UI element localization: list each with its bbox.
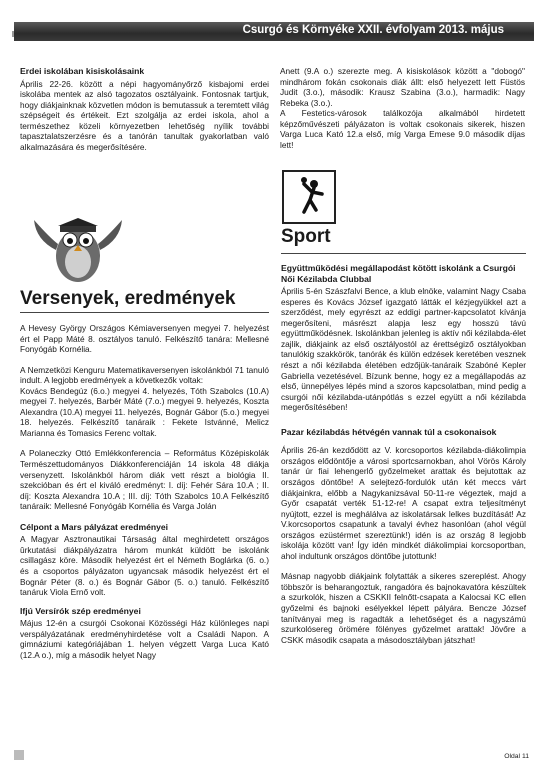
sport-section — [281, 226, 331, 248]
article-text: Anett (9.A o.) szerezte meg. A kisiskolások között a "dobogó" mindhárom fokán csokonais diák állt: első helyezett lett Füstös Judit (3.o.), második: Krausz Szabina (3.o.), harmadik: Nagy Rebeka (3.o.). — [280, 66, 525, 108]
handball-player-icon — [282, 170, 336, 224]
article-title: Együttműködési megállapodást kötött iskolánk a Csurgói Női Kézilabda Clubbal — [281, 263, 516, 284]
header-bar — [14, 22, 534, 41]
article-text: Május 12-én a csurgói Csokonai Közösségi Ház különleges napi verspályázatának eredményhirdetése volt a Családi Napon. A gimnáziumi kategóriájában 1. helyen végzett Varga Luca Kató (12.A o.), míg a második helyet Nagy — [20, 618, 269, 660]
sport-heading: Sport — [281, 226, 331, 247]
article-title: Erdei iskolában kisiskolásaink — [20, 66, 145, 76]
article-title: Ifjú Versírók szép eredményei — [20, 605, 141, 616]
section-heading: Versenyek, eredmények — [20, 288, 236, 309]
article-text: Április 5-én Szászfalvi Bence, a klub elnöke, valamint Nagy Csaba esperes és Kovács József igazgató látták el kézjegyükkel azt a szerződést, mely egyrészt az eddigi partner-kapcsolatot kívánja megerősíteni, másrészt alapja lesz egy hosszú távú együttműködésnek. Iskolánkban jelenleg is aktív női kézilabda-élet zajlik, diákjaink az első osztályostól az érettségiző osztályokban tanulókig szakkörök, tanórák és külön edzések keretében vesznek részt a női kézilabda életében edzőjük-tanáraik Szabóné Kepler Gabriella vezetésével. Bízunk benne, hogy ez a megállapodás az első, ünnepélyes lépés mind a szoros kapcsolatban, mind pedig a csurgói női kézilabda-utánpótlás s ezzel együtt a női kézilabda megerősítésében! — [281, 286, 526, 413]
article-title: Pazar kézilabdás hétvégén vannak túl a csokonaisok — [281, 426, 497, 437]
owl-mascot-icon — [28, 210, 128, 290]
article-text: Másnap nagyobb diákjaink folytatták a sikeres szereplést. Ahogy többször is beharangoztuk, rangadóra és bajnokavatóra készültek a szurkolók, hiszen a CSKKII felnőtt-csapata a Kalocsai KC ellen győzelmi és bajnoki esélyekkel lépett pályára. Bencze József tanítványai meg is ragadták a lehetőséget és a nagyszámú szurkolósereg örömére fölényes győzelmet arattak! Jövőre a CSKK második csapata a másodosztályban játszhat! — [281, 571, 526, 645]
article-text: A Magyar Asztronautikai Társaság által meghirdetett országos ûrkutatási diákpályázatra három munkát küldött be iskolánk csillagász köre. Második helyezést ért el Németh Boglárka (6. o.) és a csoportos pályázaton ugyancsak második helyezést ért el Bognár Péter (8. o.) és Bognár Gábor (5. o.) tanuló. Felkészítő tanáruk Viola Ernő volt. — [20, 534, 269, 598]
footer-marker — [14, 750, 24, 760]
section-divider — [20, 312, 269, 313]
sport-articles — [281, 263, 526, 645]
article-text: A Nemzetközi Kenguru Matematikaversenyen iskolánkból 71 tanuló indult. A legjobb eredmények a következők voltak: — [20, 364, 269, 386]
article-text: Április 26-án kezdődött az V. korcsoportos kézilabda-diákolimpia országos elődöntője a városi sportcsarnokban, ahol Vörös Károly tanár úr fiai lehengerlő győzelmeket arattak és bejutottak az országos döntőbe! A selejtező-fordulók után két meccs várt diákjainkra, előbb a Nagykanizsával 50-11-re végeztek, majd a Győr csapatát verték 51-12-re! A csapat extra teljesítményt nyújtott, ezzel is meghálálva az iskolatársak lelkes buzdítását! Az V.korcsoportos csapatunk a tavalyi évhez hasonlóan (ahol végül országos ezüstérmet szereztünk!) idén is az ország 8 legjobb iskolája között van! Így idén mindkét diákolimpiai korcsoportban, ahol indultunk országos döntőbe jutottunk! — [281, 445, 526, 561]
article-text: A Festetics-városok találkozója alkalmából hirdetett képzőművészeti pályázaton is voltak csokonais sikerek, hiszen Varga Luca Kató 12.a első, míg Varga Emese 9.0 második díjas lett! — [280, 108, 525, 150]
article-text: Kovács Bendegúz (6.o.) megyei 4. helyezés, Tóth Szabolcs (10.A) megyei 7. helyezés, Barbér Máté (7.o.) megyei 9. helyezés, Koszta Alexandra (10.A) megyei 11. helyezés, Bognár Gábor (5.o.) megyei 18. helyezés. Felkészítő tanáraik : Fekete Istvánné, Melicz Marianna és Tomasics Ferenc voltak. — [20, 385, 269, 438]
sport-divider — [281, 253, 526, 254]
article-text: A Polaneczky Ottó Emlékkonferencia – Református Középiskolák Természettudományos Diákkonferenciáján 14 iskola 48 diákja versenyzett. Iskolánkból három diák vett részt a biológia II. szekcióban és ért el kiváló eredményt: I. díj: Fehér Sára 10.A ; II. díj: Koszta Alexandra 10.A ; III. díj: Tóth Szabolcs 10.A Felkészítő tanáraik: Mellesné Fonyógáb Kornélia és Varga Jolán — [20, 448, 269, 512]
right-column — [280, 66, 525, 150]
results-section — [20, 288, 269, 660]
header-title: Csurgó és Környéke XXII. évfolyam 2013. május — [242, 24, 504, 36]
left-column — [20, 66, 269, 152]
article-title: Célpont a Mars pályázat eredményei — [20, 521, 169, 532]
article-text: Április 22-26. között a népi hagyományőrző kisbajomi erdei iskolába mentek az alsó tagozatos osztályaink. Fontosnak tartjuk, hogy diákjainknak közvetlen módon is bemutassuk a teremtett világ szépségeit és értékeit. Ezt szolgálja az erdei iskola, ahol a természethez közeli környezetben lehetőség nyílik további tapasztalatszerzésre és a tanórán tanultak gyakorlatban való alkalmazására és megerősítésére. — [20, 78, 269, 152]
article-text: A Hevesy György Országos Kémiaversenyen megyei 7. helyezést ért el Papp Máté 8. osztályos tanuló. Felkészítő tanára: Mellesné Fonyógáb Kornélia. — [20, 323, 269, 355]
page-number: Oldal 11 — [504, 753, 529, 760]
